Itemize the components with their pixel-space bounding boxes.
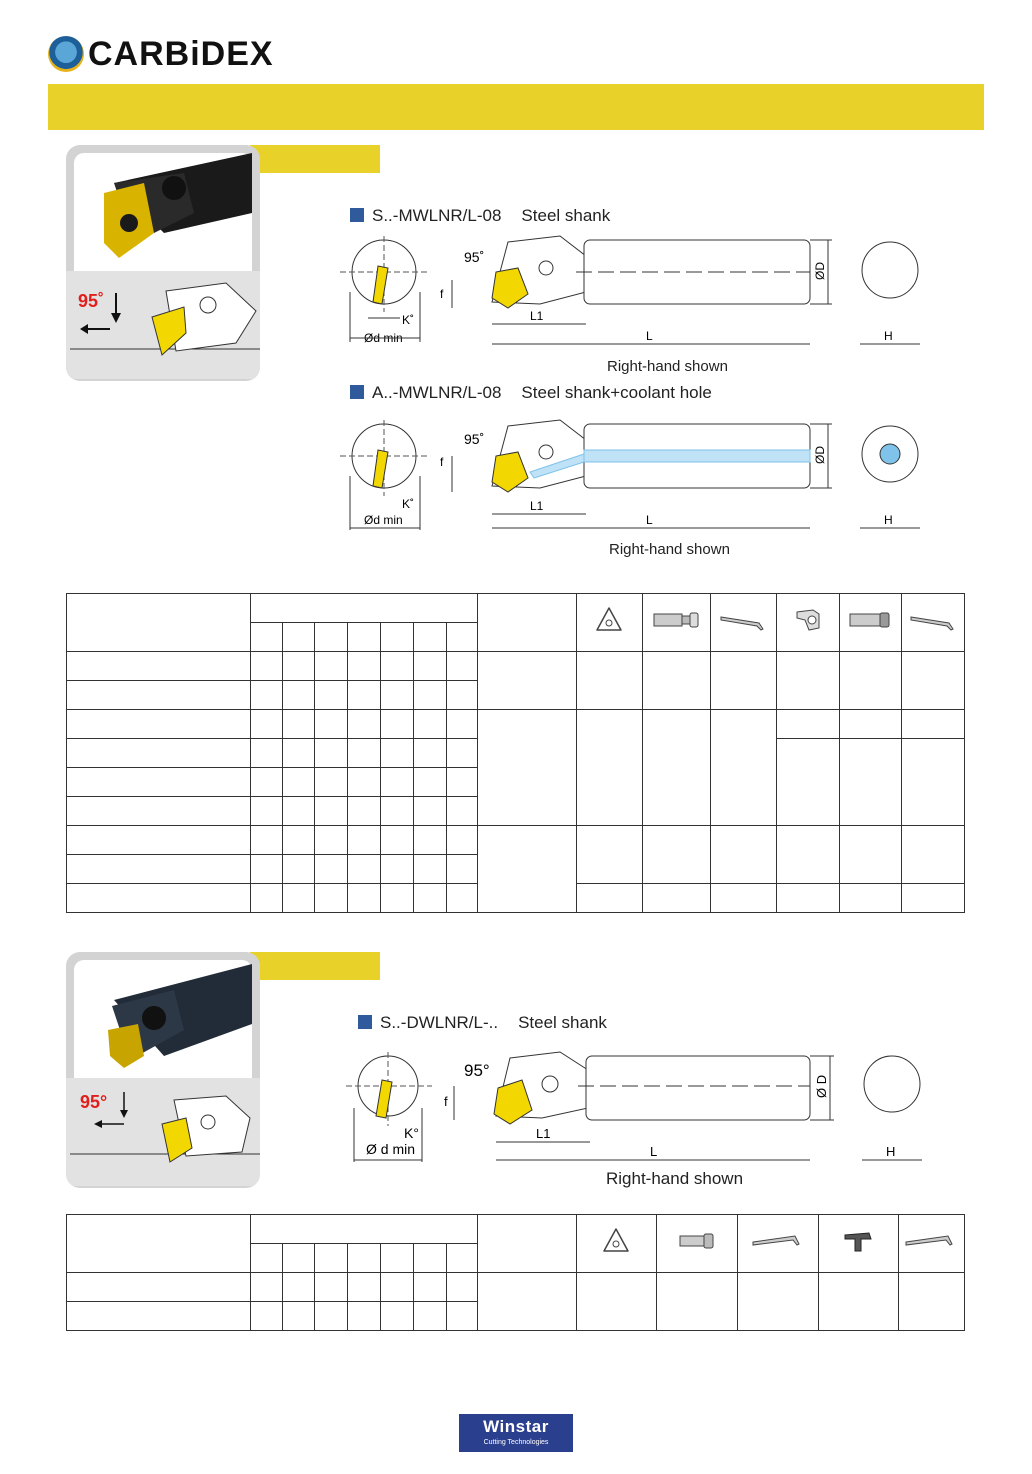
insert-icon: [576, 594, 642, 652]
table-header-cell: [67, 1215, 251, 1273]
wrench-icon: [737, 1215, 818, 1273]
title-square-icon: [358, 1015, 372, 1029]
svg-text:L: L: [646, 329, 653, 343]
screw-icon: [656, 1215, 737, 1273]
svg-text:f: f: [440, 287, 444, 301]
svg-text:H: H: [884, 513, 893, 527]
shim-screw-icon: [642, 594, 710, 652]
table-header-cell: [478, 1215, 576, 1273]
svg-text:Ø D: Ø D: [814, 1074, 829, 1098]
svg-text:ØD: ØD: [813, 446, 827, 464]
table-cell: [283, 623, 315, 652]
table-cell: [348, 623, 381, 652]
wrench-icon: [901, 594, 964, 652]
tool-drawing-c: [340, 1046, 940, 1166]
caption-b: Right-hand shown: [609, 541, 730, 558]
brand-emblem-icon: [48, 36, 84, 72]
table-header-cell: [67, 594, 251, 652]
angle-label: 95˚: [78, 291, 105, 311]
svg-text:ØD: ØD: [813, 262, 827, 280]
tool-drawing-b: [340, 416, 940, 536]
svg-text:K˚: K˚: [402, 313, 414, 327]
svg-text:Ød min: Ød min: [364, 331, 403, 345]
wrench-icon: [898, 1215, 964, 1273]
svg-text:95˚: 95˚: [464, 249, 485, 265]
table-row: [67, 826, 965, 855]
tool-photo: [74, 960, 252, 1078]
table-cell: [414, 623, 447, 652]
brand-logo: [48, 35, 274, 76]
table-header-cell: [251, 594, 478, 623]
svg-text:H: H: [884, 329, 893, 343]
table-header-cell: [251, 1215, 478, 1244]
angle-label: 95°: [80, 1092, 108, 1112]
svg-text:L1: L1: [536, 1126, 551, 1141]
svg-text:95˚: 95˚: [464, 431, 485, 447]
table-cell: [315, 623, 348, 652]
caption-a: Right-hand shown: [607, 358, 728, 375]
section-tab: [250, 145, 380, 173]
svg-text:f: f: [440, 455, 444, 469]
spec-table-1: [66, 593, 965, 913]
svg-text:f: f: [444, 1094, 448, 1109]
caption-c: Right-hand shown: [606, 1169, 744, 1188]
table-header-cell: [478, 594, 576, 652]
tool-photo: [74, 153, 252, 271]
variant-a-title: S..-MWLNR/L-08 Steel shank: [350, 206, 610, 226]
clamp-icon: [776, 594, 839, 652]
svg-text:Ød min: Ød min: [364, 513, 403, 527]
svg-text:L: L: [646, 513, 653, 527]
footer-logo: [459, 1414, 573, 1452]
variant-c-title: S..-DWLNR/L-.. Steel shank: [358, 1013, 607, 1033]
screw-icon: [839, 594, 901, 652]
svg-text:Ø d min: Ø d min: [366, 1141, 416, 1157]
svg-text:K˚: K˚: [402, 497, 414, 511]
footer-brand: Winstar: [483, 1417, 549, 1436]
tool-photo-card: [66, 952, 260, 1188]
table-cell: [447, 623, 478, 652]
angle-diagram: [66, 1078, 260, 1186]
table-cell: [251, 623, 283, 652]
insert-icon: [576, 1215, 656, 1273]
tool-photo-card: [66, 145, 260, 381]
tool-drawing-a: [340, 232, 940, 352]
svg-text:H: H: [886, 1144, 896, 1159]
svg-text:K°: K°: [404, 1125, 419, 1141]
angle-diagram: [66, 271, 260, 379]
spec-table-2: [66, 1214, 965, 1331]
table-row: [67, 710, 965, 739]
variant-b-title: A..-MWLNR/L-08 Steel shank+coolant hole: [350, 383, 712, 403]
table-row: [67, 652, 965, 681]
table-row: [67, 1273, 965, 1302]
title-square-icon: [350, 208, 364, 222]
wrench-icon: [710, 594, 776, 652]
svg-text:L1: L1: [530, 499, 544, 513]
section-tab: [250, 952, 380, 980]
svg-text:L1: L1: [530, 309, 544, 323]
clamp-icon: [818, 1215, 898, 1273]
title-square-icon: [350, 385, 364, 399]
svg-text:L: L: [650, 1144, 658, 1159]
footer-tagline: Cutting Technologies: [483, 1439, 549, 1446]
header-band: [48, 84, 984, 130]
svg-text:95°: 95°: [464, 1061, 490, 1080]
brand-wordmark: CARBiDEX: [88, 35, 274, 73]
table-cell: [381, 623, 414, 652]
